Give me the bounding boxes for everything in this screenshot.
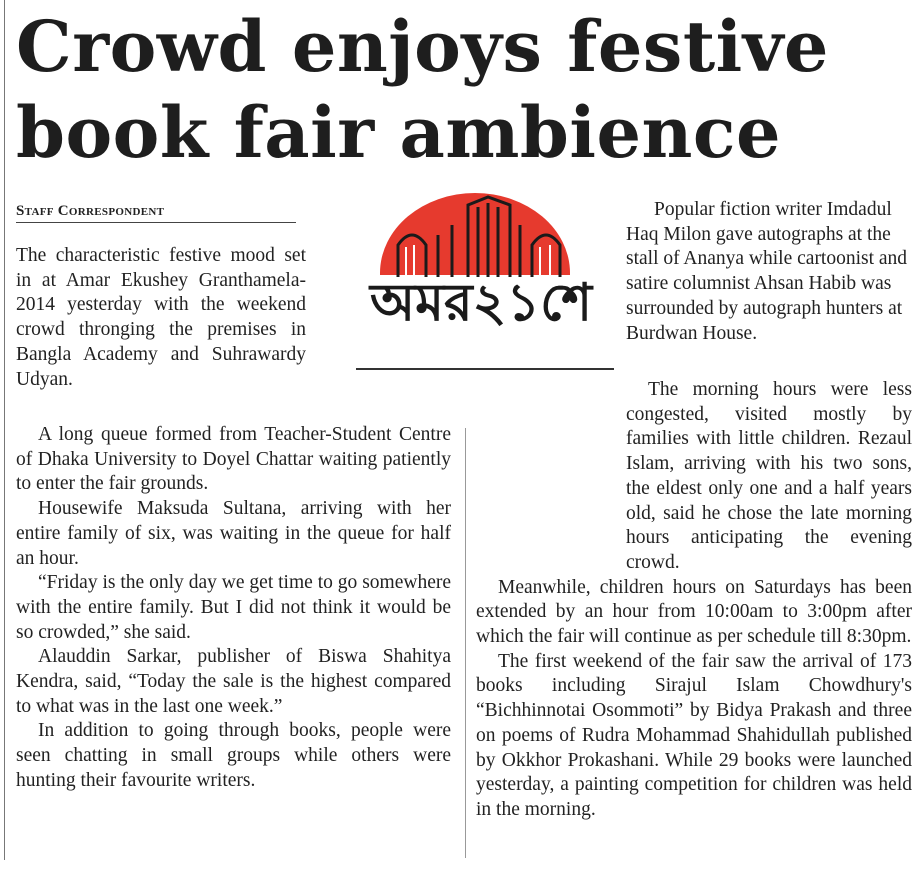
- paragraph-4: “Friday is the only day we get time to go somewhere with the entire family. But I did not think it would be so crowded,” she said.: [16, 572, 451, 643]
- right-column-top: [626, 198, 912, 346]
- paragraph-2: A long queue formed from Teacher-Student Centre of Dhaka University to Doyel Chattar waiting patiently to enter the fair grounds.: [16, 424, 451, 495]
- paragraph-3: Housewife Maksuda Sultana, arriving with her entire family of six, was waiting in the queue for half an hour.: [16, 498, 451, 569]
- paragraph-9: Meanwhile, children hours on Saturdays has been extended by an hour from 10:00am to 3:00pm after which the fair will continue as per schedule till 8:30pm.: [476, 576, 912, 648]
- amar-ekushey-logo: [320, 185, 610, 375]
- logo-underline: [356, 368, 614, 370]
- right-column: [476, 378, 912, 823]
- headline-line-2: book fair ambience: [16, 91, 782, 174]
- headline-line-1: Crowd enjoys festive: [16, 5, 829, 88]
- paragraph-8: The morning hours were less congested, visited mostly by families with little children. Rezaul Islam, arriving with his two sons, the eldest only one and a half years old, said he chose the late morning hours anticipating the evening crowd.: [626, 379, 912, 573]
- left-column: [16, 423, 451, 794]
- left-column-rule: [4, 0, 5, 860]
- byline-text: Staff Correspondent: [16, 203, 165, 219]
- paragraph-5: Alauddin Sarkar, publisher of Biswa Shahitya Kendra, said, “Today the sale is the highest compared to what was in the last one week.”: [16, 646, 451, 717]
- logo-bangla-text: অমর২১শে: [370, 273, 592, 333]
- byline: [16, 203, 296, 223]
- paragraph-6: In addition to going through books, people were seen chatting in small groups while others were hunting their favourite writers.: [16, 720, 451, 791]
- headline: [16, 4, 911, 176]
- paragraph-7: Popular fiction writer Imdadul Haq Milon gave autographs at the stall of Ananya while cartoonist and satire columnist Ahsan Habib was surrounded by autograph hunters at Burdwan House.: [626, 199, 908, 344]
- paragraph-1: The characteristic festive mood set in at Amar Ekushey Granthamela-2014 yesterday with the weekend crowd thronging the premises in Bangla Academy and Suhrawardy Udyan.: [16, 245, 306, 390]
- column-divider: [465, 428, 466, 858]
- paragraph-10: The first weekend of the fair saw the arrival of 173 books including Sirajul Islam Chowdhury's “Bichhinnotai Osommoti” by Bidya Prakash and three on poems of Rudra Mohammad Shahidullah published by Okkhor Prokashani. While 29 books were launched yesterday, a painting competition for children was held in the morning.: [476, 650, 912, 820]
